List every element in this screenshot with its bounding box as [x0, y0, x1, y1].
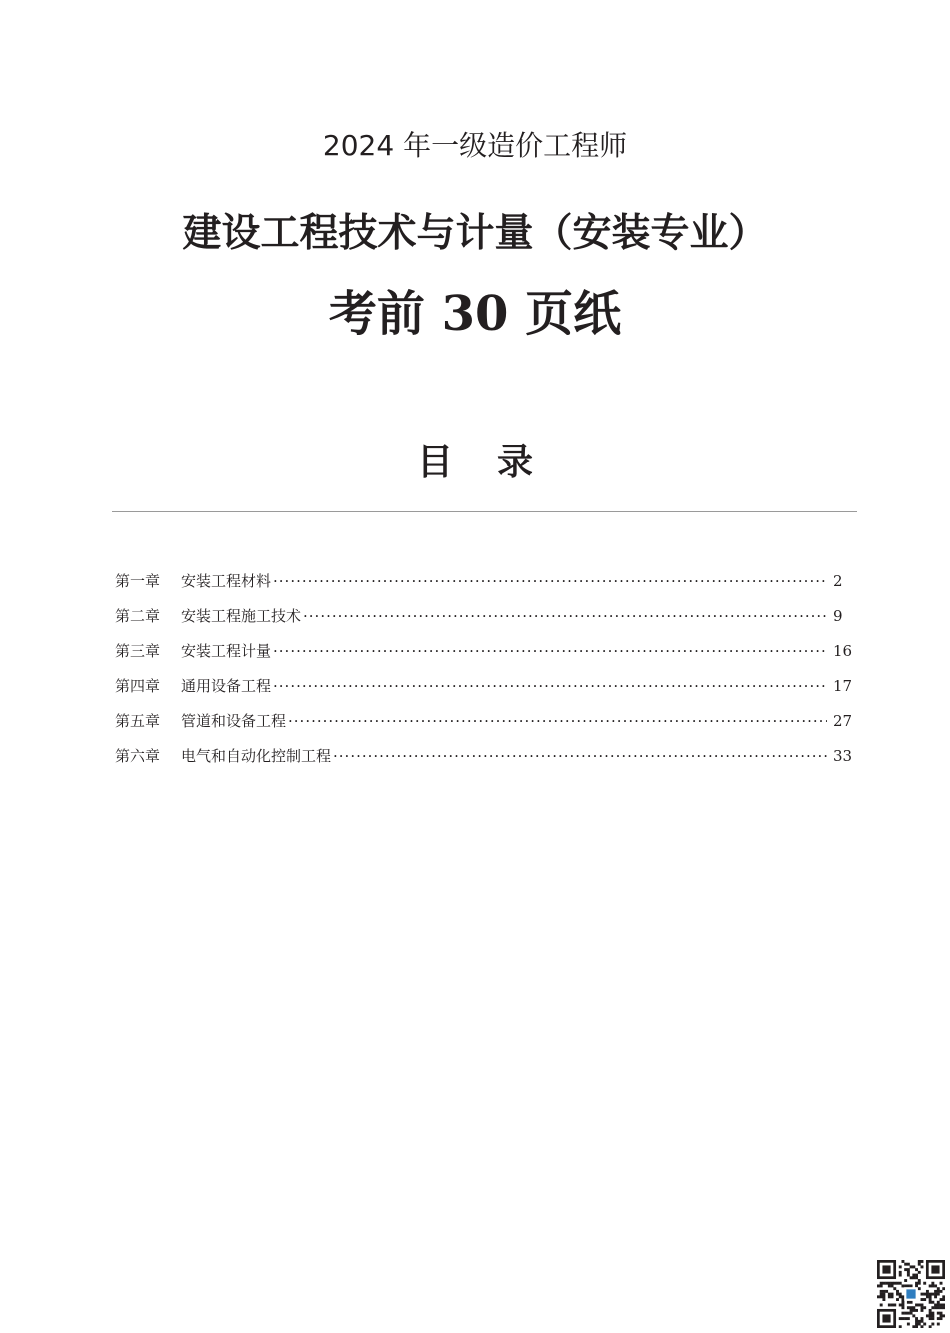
book-subtitle: 考前 30 页纸: [328, 286, 622, 342]
toc-heading: 目录: [416, 441, 577, 483]
toc-page-number: 17: [833, 677, 853, 695]
toc-leader-dots: [303, 607, 827, 625]
toc-leader-dots: [273, 642, 827, 660]
toc-leader-dots: [288, 712, 827, 730]
toc-leader-dots: [333, 747, 827, 765]
toc-entry-4[interactable]: [115, 675, 857, 710]
book-title: 建设工程技术与计量（安装专业）: [182, 211, 768, 256]
toc-entry-3[interactable]: [115, 640, 857, 675]
toc-page-number: 9: [833, 607, 843, 625]
toc-chapter-label: 第二章: [115, 607, 161, 625]
toc-page-number: 2: [833, 572, 843, 590]
toc-chapter-title: 安装工程材料: [181, 572, 272, 590]
toc-chapter-title: 通用设备工程: [181, 677, 272, 695]
toc-entry-1[interactable]: [115, 570, 857, 605]
toc-chapter-label: 第三章: [115, 642, 161, 660]
qr-code-graphic: [877, 1260, 945, 1328]
toc-page-number: 27: [833, 712, 853, 730]
toc-chapter-label: 第五章: [115, 712, 161, 730]
toc-leader-dots: [273, 572, 827, 590]
toc-entry-5[interactable]: [115, 710, 857, 745]
toc-chapter-label: 第四章: [115, 677, 161, 695]
toc-page-number: 16: [833, 642, 853, 660]
toc-page-number: 33: [833, 747, 853, 765]
qr-code-icon[interactable]: [877, 1260, 945, 1328]
toc-chapter-title: 电气和自动化控制工程: [181, 747, 332, 765]
toc-entry-2[interactable]: [115, 605, 857, 640]
exam-subtitle: 2024 年一级造价工程师: [322, 129, 628, 162]
table-of-contents: [115, 570, 857, 780]
toc-chapter-label: 第六章: [115, 747, 161, 765]
toc-entry-6[interactable]: [115, 745, 857, 780]
toc-leader-dots: [273, 677, 827, 695]
toc-chapter-title: 管道和设备工程: [181, 712, 287, 730]
toc-chapter-label: 第一章: [115, 572, 161, 590]
toc-chapter-title: 安装工程计量: [181, 642, 272, 660]
toc-chapter-title: 安装工程施工技术: [181, 607, 302, 625]
toc-divider: [112, 511, 857, 512]
